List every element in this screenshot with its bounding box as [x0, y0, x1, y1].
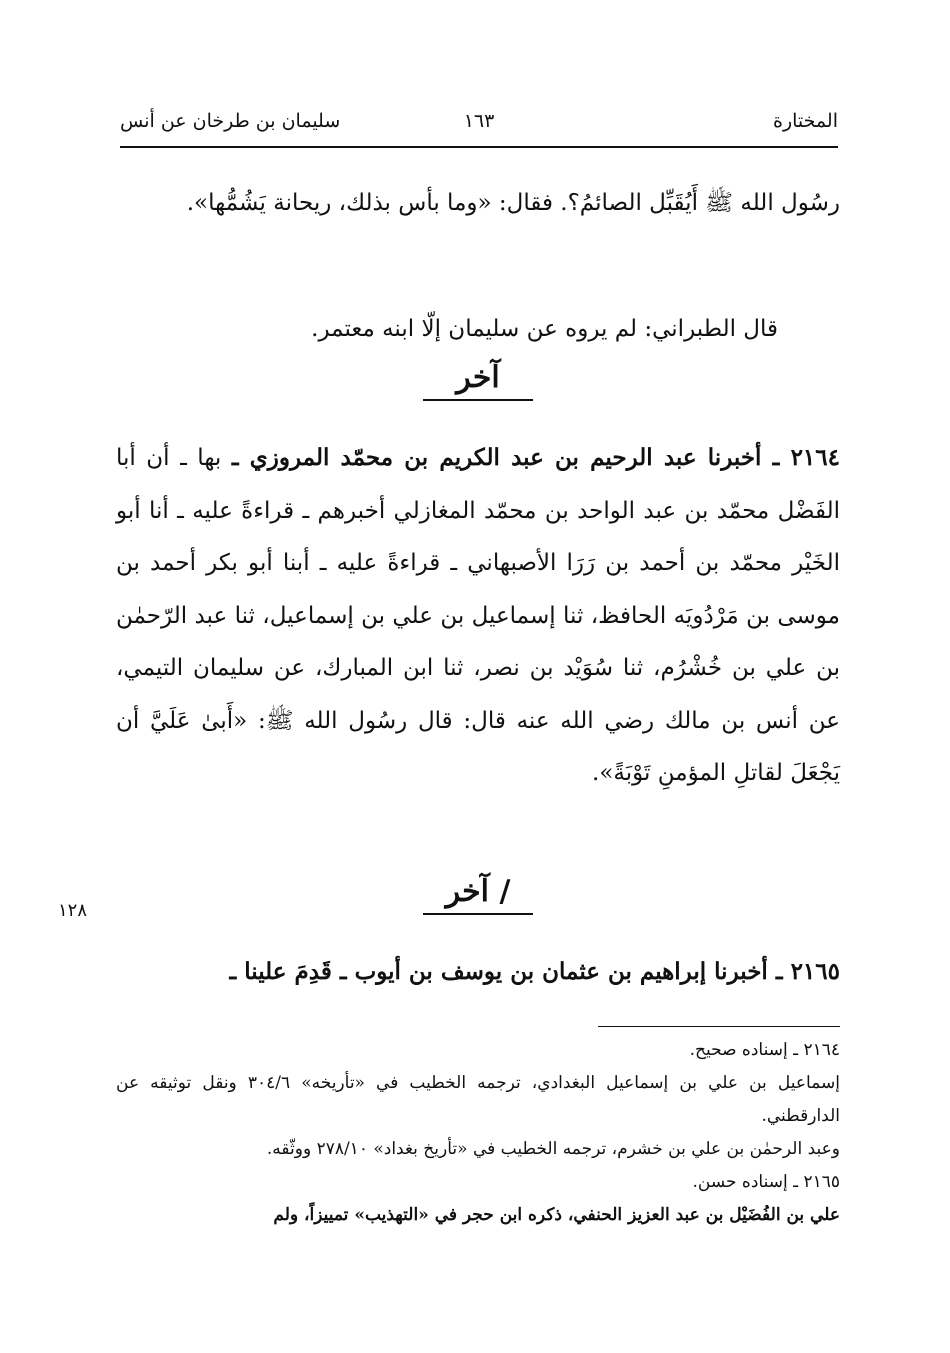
manuscript-folio-number: ١٢٨ [58, 900, 88, 921]
footnote-divider [598, 1026, 840, 1027]
footnote-2165-grade: ٢١٦٥ ـ إسناده حسن. [692, 1172, 840, 1192]
header-divider [120, 146, 838, 148]
footnotes [116, 1034, 840, 1232]
footnote-2164-khashram: وعبد الرحمٰن بن علي بن خشرم، ترجمه الخطيب في «تأريخ بغداد» ٢٧٨/١٠ ووثّقه. [266, 1139, 840, 1159]
paragraph-tabarani-note: قال الطبراني: لم يروه عن سليمان إلّا ابنه معتمر. [311, 316, 778, 342]
heading-underline [423, 913, 533, 915]
book-title: المختارة [773, 110, 838, 132]
running-header [120, 98, 838, 138]
footnote-2164-ismail: إسماعيل بن علي بن إسماعيل البغدادي، ترجمه الخطيب في «تأريخه» ٣٠٤/٦ ونقل توثيقه عن الدارقطني. [116, 1073, 840, 1126]
section-heading-2-text: / آخر [445, 874, 511, 909]
section-heading-1 [116, 360, 840, 401]
paragraph-continuation: رسُول الله ﷺ أَيُقَبِّل الصائمُ؟. فقال: «وما بأس بذلك، ريحانة يَشُمُّها». [186, 190, 840, 216]
footnote-2164-grade: ٢١٦٤ ـ إسناده صحيح. [689, 1040, 840, 1060]
footnote-2165-ali: علي بن الفُضَيْل بن عبد العزيز الحنفي، ذكره ابن حجر في «التهذيب» تمييزاً، ولم [273, 1205, 840, 1225]
hadith-2164-text: بها ـ أن أبا الفَضْل محمّد بن عبد الواحد بن محمّد المغازلي أخبرهم ـ قراءةً عليه ـ أنا أبو الخَيْر محمّد بن أحمد بن رَرَا الأصبهاني ـ قراءةً عليه ـ أبنا أبو بكر أحمد بن موسى بن مَرْدُويَه الحافظ، ثنا إسماعيل بن علي بن إسماعيل، ثنا عبد الرّحمٰن بن علي بن خُشْرُم، ثنا سُوَيْد بن نصر، ثنا ابن المبارك، عن سليمان التيمي، عن أنس بن مالك رضي الله عنه قال: قال رسُول الله ﷺ: «أَبىٰ عَلَيَّ أن يَجْعَلَ لقاتلِ المؤمنِ تَوْبَةً». [116, 445, 840, 786]
heading-underline [423, 399, 533, 401]
page-number: ١٦٣ [463, 110, 495, 132]
hadith-2165: ٢١٦٥ ـ أخبرنا إبراهيم بن عثمان بن يوسف بن أيوب ـ قَدِمَ علينا ـ [229, 958, 840, 985]
hadith-2164-lead: ٢١٦٤ ـ أخبرنا عبد الرحيم بن عبد الكريم بن محمّد المروزي ـ [231, 444, 840, 471]
section-heading-2 [116, 874, 840, 915]
hadith-2164 [116, 432, 840, 800]
section-heading-1-text: آخر [456, 360, 500, 395]
chapter-title: سليمان بن طرخان عن أنس [120, 110, 341, 132]
